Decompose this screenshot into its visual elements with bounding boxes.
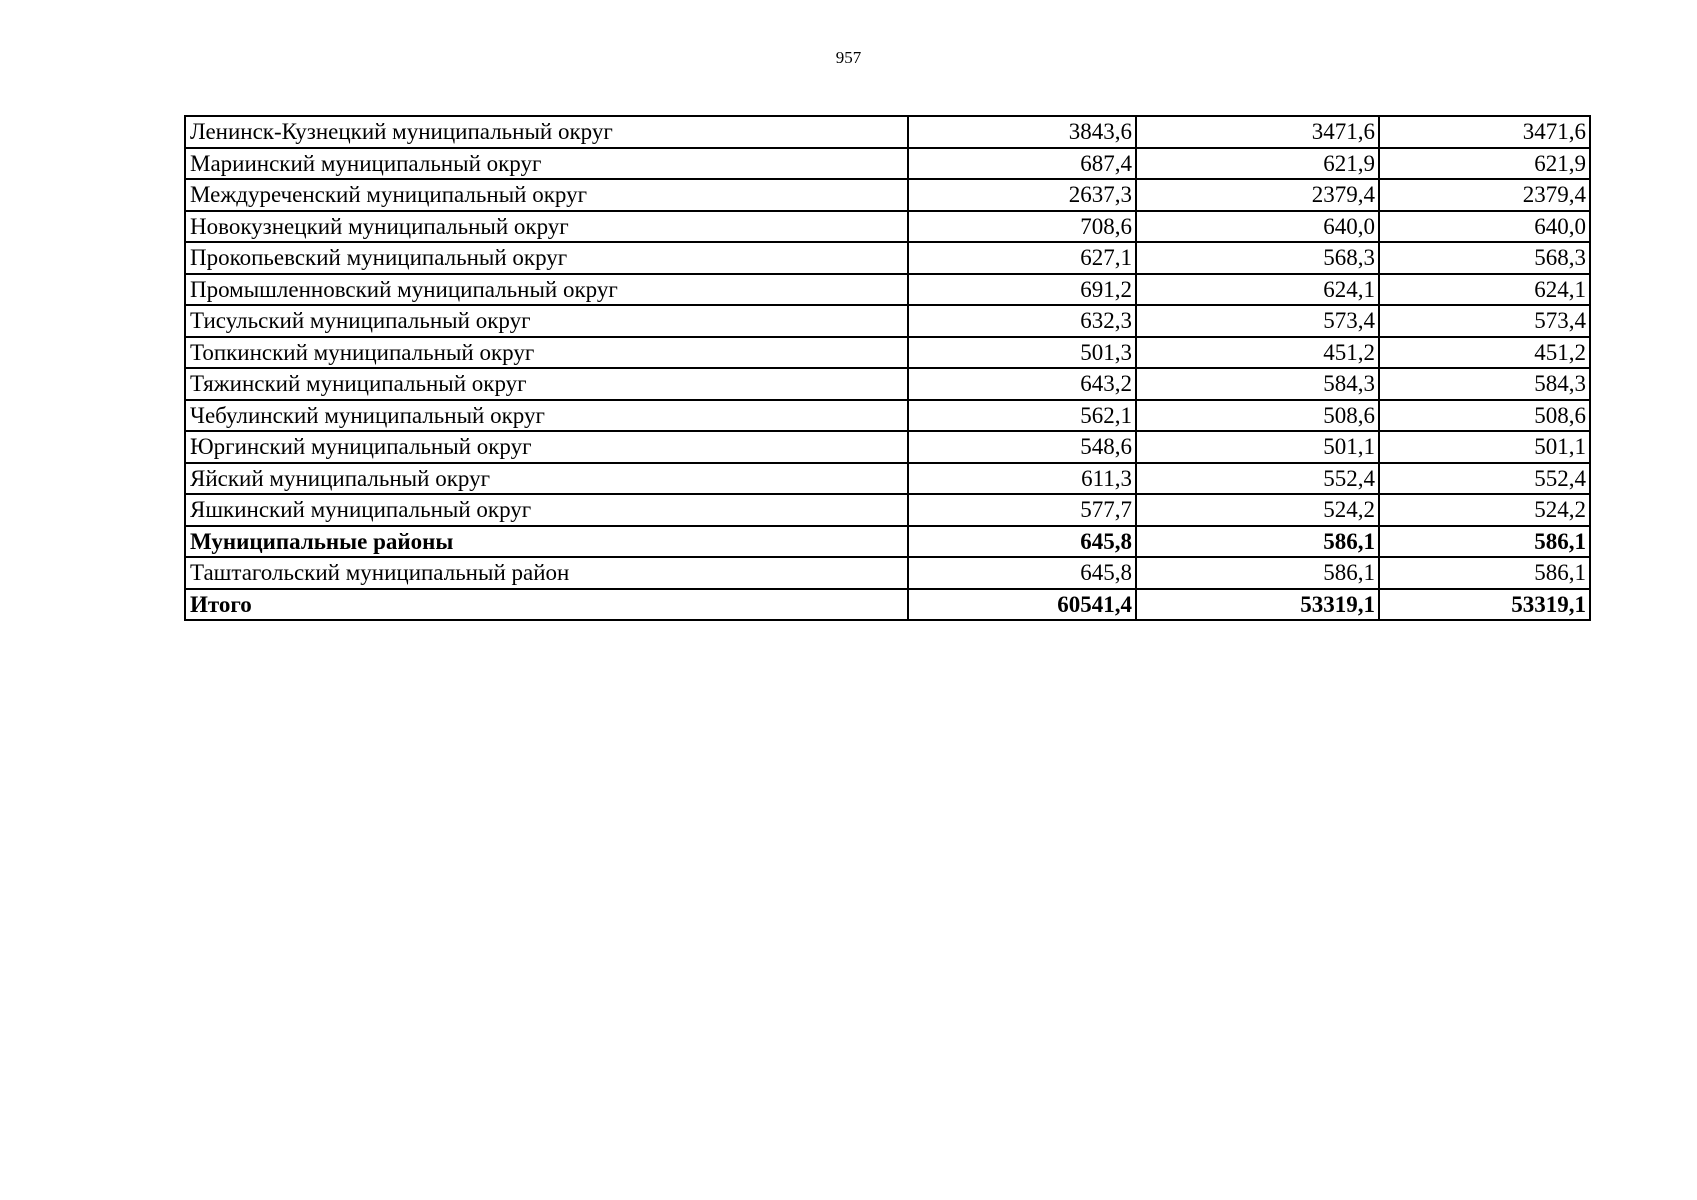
- row-value-1-cell: 632,3: [908, 305, 1136, 337]
- section-row: [185, 526, 1590, 558]
- row-value-1-cell: 708,6: [908, 211, 1136, 243]
- row-value-2-cell: 524,2: [1136, 494, 1379, 526]
- row-value-2-cell: 3471,6: [1136, 116, 1379, 148]
- table-row: [185, 494, 1590, 526]
- table-row: [185, 557, 1590, 589]
- row-value-1-cell: 548,6: [908, 431, 1136, 463]
- total-row: [185, 589, 1590, 621]
- row-name-cell: Итого: [185, 589, 908, 621]
- row-value-3-cell: 568,3: [1379, 242, 1590, 274]
- row-name-cell: Юргинский муниципальный округ: [185, 431, 908, 463]
- table-row: [185, 274, 1590, 306]
- data-table: [184, 115, 1591, 621]
- table-row: [185, 242, 1590, 274]
- row-value-3-cell: 53319,1: [1379, 589, 1590, 621]
- row-name-cell: Таштагольский муниципальный район: [185, 557, 908, 589]
- row-value-2-cell: 586,1: [1136, 557, 1379, 589]
- table-row: [185, 305, 1590, 337]
- row-name-cell: Яйский муниципальный округ: [185, 463, 908, 495]
- row-value-1-cell: 3843,6: [908, 116, 1136, 148]
- row-value-3-cell: 2379,4: [1379, 179, 1590, 211]
- row-value-1-cell: 687,4: [908, 148, 1136, 180]
- row-value-2-cell: 621,9: [1136, 148, 1379, 180]
- row-value-3-cell: 624,1: [1379, 274, 1590, 306]
- row-value-2-cell: 2379,4: [1136, 179, 1379, 211]
- row-name-cell: Тисульский муниципальный округ: [185, 305, 908, 337]
- page-number: 957: [835, 48, 862, 67]
- table-body: [185, 116, 1590, 620]
- row-value-3-cell: 640,0: [1379, 211, 1590, 243]
- row-value-3-cell: 586,1: [1379, 557, 1590, 589]
- row-name-cell: Новокузнецкий муниципальный округ: [185, 211, 908, 243]
- row-value-3-cell: 621,9: [1379, 148, 1590, 180]
- row-name-cell: Междуреченский муниципальный округ: [185, 179, 908, 211]
- row-value-3-cell: 501,1: [1379, 431, 1590, 463]
- table-row: [185, 368, 1590, 400]
- row-value-1-cell: 60541,4: [908, 589, 1136, 621]
- row-name-cell: Прокопьевский муниципальный округ: [185, 242, 908, 274]
- table-row: [185, 116, 1590, 148]
- row-value-1-cell: 611,3: [908, 463, 1136, 495]
- table-row: [185, 337, 1590, 369]
- row-value-2-cell: 451,2: [1136, 337, 1379, 369]
- row-name-cell: Тяжинский муниципальный округ: [185, 368, 908, 400]
- row-value-1-cell: 2637,3: [908, 179, 1136, 211]
- table-row: [185, 463, 1590, 495]
- row-value-3-cell: 451,2: [1379, 337, 1590, 369]
- row-value-2-cell: 501,1: [1136, 431, 1379, 463]
- row-name-cell: Яшкинский муниципальный округ: [185, 494, 908, 526]
- row-value-2-cell: 568,3: [1136, 242, 1379, 274]
- row-value-1-cell: 645,8: [908, 526, 1136, 558]
- row-value-2-cell: 552,4: [1136, 463, 1379, 495]
- row-value-1-cell: 643,2: [908, 368, 1136, 400]
- row-value-2-cell: 53319,1: [1136, 589, 1379, 621]
- row-name-cell: Чебулинский муниципальный округ: [185, 400, 908, 432]
- row-value-1-cell: 627,1: [908, 242, 1136, 274]
- row-value-3-cell: 524,2: [1379, 494, 1590, 526]
- row-value-2-cell: 624,1: [1136, 274, 1379, 306]
- row-value-1-cell: 501,3: [908, 337, 1136, 369]
- table-row: [185, 431, 1590, 463]
- row-value-2-cell: 508,6: [1136, 400, 1379, 432]
- row-value-1-cell: 691,2: [908, 274, 1136, 306]
- row-value-3-cell: 552,4: [1379, 463, 1590, 495]
- row-value-1-cell: 562,1: [908, 400, 1136, 432]
- row-name-cell: Промышленновский муниципальный округ: [185, 274, 908, 306]
- row-name-cell: Мариинский муниципальный округ: [185, 148, 908, 180]
- table-row: [185, 179, 1590, 211]
- row-value-1-cell: 645,8: [908, 557, 1136, 589]
- row-value-2-cell: 573,4: [1136, 305, 1379, 337]
- row-value-3-cell: 584,3: [1379, 368, 1590, 400]
- row-value-1-cell: 577,7: [908, 494, 1136, 526]
- table-row: [185, 148, 1590, 180]
- table-row: [185, 211, 1590, 243]
- row-value-3-cell: 508,6: [1379, 400, 1590, 432]
- row-name-cell: Топкинский муниципальный округ: [185, 337, 908, 369]
- row-value-3-cell: 573,4: [1379, 305, 1590, 337]
- row-value-2-cell: 584,3: [1136, 368, 1379, 400]
- row-value-2-cell: 640,0: [1136, 211, 1379, 243]
- row-value-2-cell: 586,1: [1136, 526, 1379, 558]
- row-name-cell: Ленинск-Кузнецкий муниципальный округ: [185, 116, 908, 148]
- row-value-3-cell: 586,1: [1379, 526, 1590, 558]
- row-name-cell: Муниципальные районы: [185, 526, 908, 558]
- row-value-3-cell: 3471,6: [1379, 116, 1590, 148]
- table-row: [185, 400, 1590, 432]
